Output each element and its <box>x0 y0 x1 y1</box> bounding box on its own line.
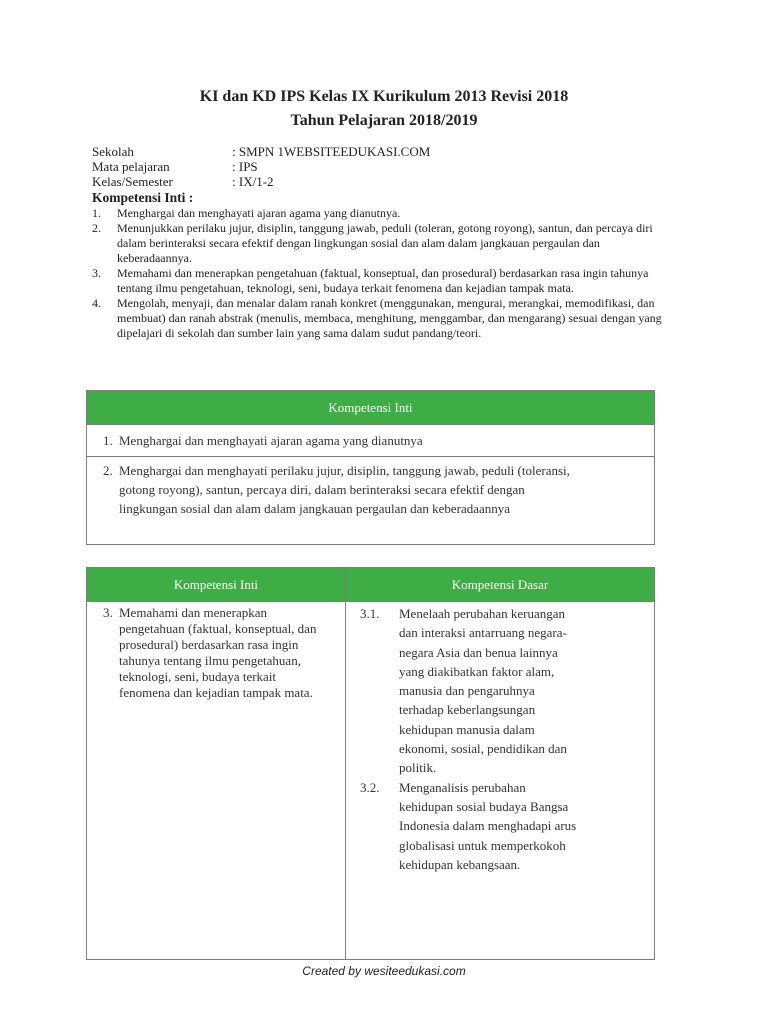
row-number: 2. <box>103 463 113 478</box>
list-text: Menghargai dan menghayati ajaran agama yang dianutnya. <box>117 206 401 220</box>
info-label: Mata pelajaran <box>92 159 170 174</box>
ki-number: 3. <box>103 605 113 620</box>
list-item <box>92 221 674 266</box>
row-number: 1. <box>103 432 113 448</box>
document-title: KI dan KD IPS Kelas IX Kurikulum 2013 Revisi 2018 <box>199 88 569 105</box>
list-number: 1. <box>92 206 101 220</box>
info-value: : SMPN 1WEBSITEEDUKASI.COM <box>232 144 431 159</box>
kd-number: 3.1. <box>360 606 380 621</box>
info-value: : IPS <box>232 159 258 174</box>
kd-text: Menganalisis perubahan kehidupan sosial budaya Bangsa Indonesia dalam menghadapi arus globalisasi untuk memperkokoh kehidupan kebangsaan. <box>399 779 577 872</box>
kompetensi-inti-list <box>92 206 674 341</box>
list-item <box>92 296 674 341</box>
list-item <box>92 206 674 221</box>
table-row <box>87 602 655 960</box>
kd-item <box>360 778 642 874</box>
table-row <box>87 425 655 457</box>
list-number: 3. <box>92 266 101 280</box>
kompetensi-inti-heading: Kompetensi Inti : <box>92 190 194 205</box>
list-number: 4. <box>92 296 101 310</box>
list-text: Memahami dan menerapkan pengetahuan (faktual, konseptual, dan prosedural) berdasarkan rasa ingin tahunya tentang ilmu pengetahuan, teknologi, seni, budaya terkait fenomena dan kejadian tampak mata. <box>117 266 649 295</box>
list-text: Menunjukkan perilaku jujur, disiplin, tanggung jawab, peduli (toleran, gotong royong), santun, dan percaya diri dalam berinteraksi secara efektif dengan lingkungan sosial dan alam dalam jangkauan pergaulan dan keberadaannya. <box>117 221 653 265</box>
table-cell <box>87 425 655 457</box>
ki-cell <box>87 602 346 960</box>
kd-text: Menelaah perubahan keruangan dan interaksi antarruang negara-negara Asia dan benua lainnya yang diakibatkan faktor alam, manusia dan pengaruhnya terhadap keberlangsungan kehidupan manusia dalam ekonomi, sosial, pendidikan dan politik. <box>399 606 567 776</box>
info-row-mata-pelajaran <box>92 159 430 174</box>
kompetensi-inti-table <box>86 390 655 545</box>
info-row-sekolah <box>92 144 430 159</box>
ki-kd-table <box>86 567 655 960</box>
school-info <box>92 144 430 189</box>
info-value: : IX/1-2 <box>232 174 274 189</box>
row-text: Menghargai dan menghayati ajaran agama yang dianutnya <box>119 432 423 448</box>
table-header: Kompetensi Inti <box>87 391 655 425</box>
table-header-ki: Kompetensi Inti <box>87 568 346 602</box>
list-number: 2. <box>92 221 101 235</box>
row-text: Menghargai dan menghayati perilaku jujur, disiplin, tanggung jawab, peduli (toleransi, gotong royong), santun, percaya diri, dalam berinteraksi secara efektif dengan lingkungan sosial dan alam dalam jangkauan pergaulan dan keberadaannya <box>119 463 570 516</box>
list-text: Mengolah, menyaji, dan menalar dalam ranah konkret (menggunakan, mengurai, merangkai, memodifikasi, dan membuat) dan ranah abstrak (menulis, membaca, menghitung, menggambar, dan mengarang) sesuai dengan yang dipelajari di sekolah dan sumber lain yang sama dalam sudut pandang/teori. <box>117 296 662 340</box>
kd-number: 3.2. <box>360 779 380 795</box>
footer-credit: Created by wesiteedukasi.com <box>302 964 466 978</box>
kd-cell <box>346 602 655 960</box>
info-label: Sekolah <box>92 144 134 159</box>
table-header-kd: Kompetensi Dasar <box>346 568 655 602</box>
list-item <box>92 266 674 296</box>
ki-text: Memahami dan menerapkan pengetahuan (faktual, konseptual, dan prosedural) berdasarkan rasa ingin tahunya tentang ilmu pengetahuan, teknologi, seni, budaya terkait fenomena dan kejadian tampak mata. <box>119 605 317 700</box>
document-subtitle: Tahun Pelajaran 2018/2019 <box>290 112 478 129</box>
table-row <box>87 457 655 545</box>
info-row-kelas-semester <box>92 174 430 189</box>
kd-item <box>360 604 642 778</box>
info-label: Kelas/Semester <box>92 174 173 189</box>
table-cell <box>87 457 655 545</box>
